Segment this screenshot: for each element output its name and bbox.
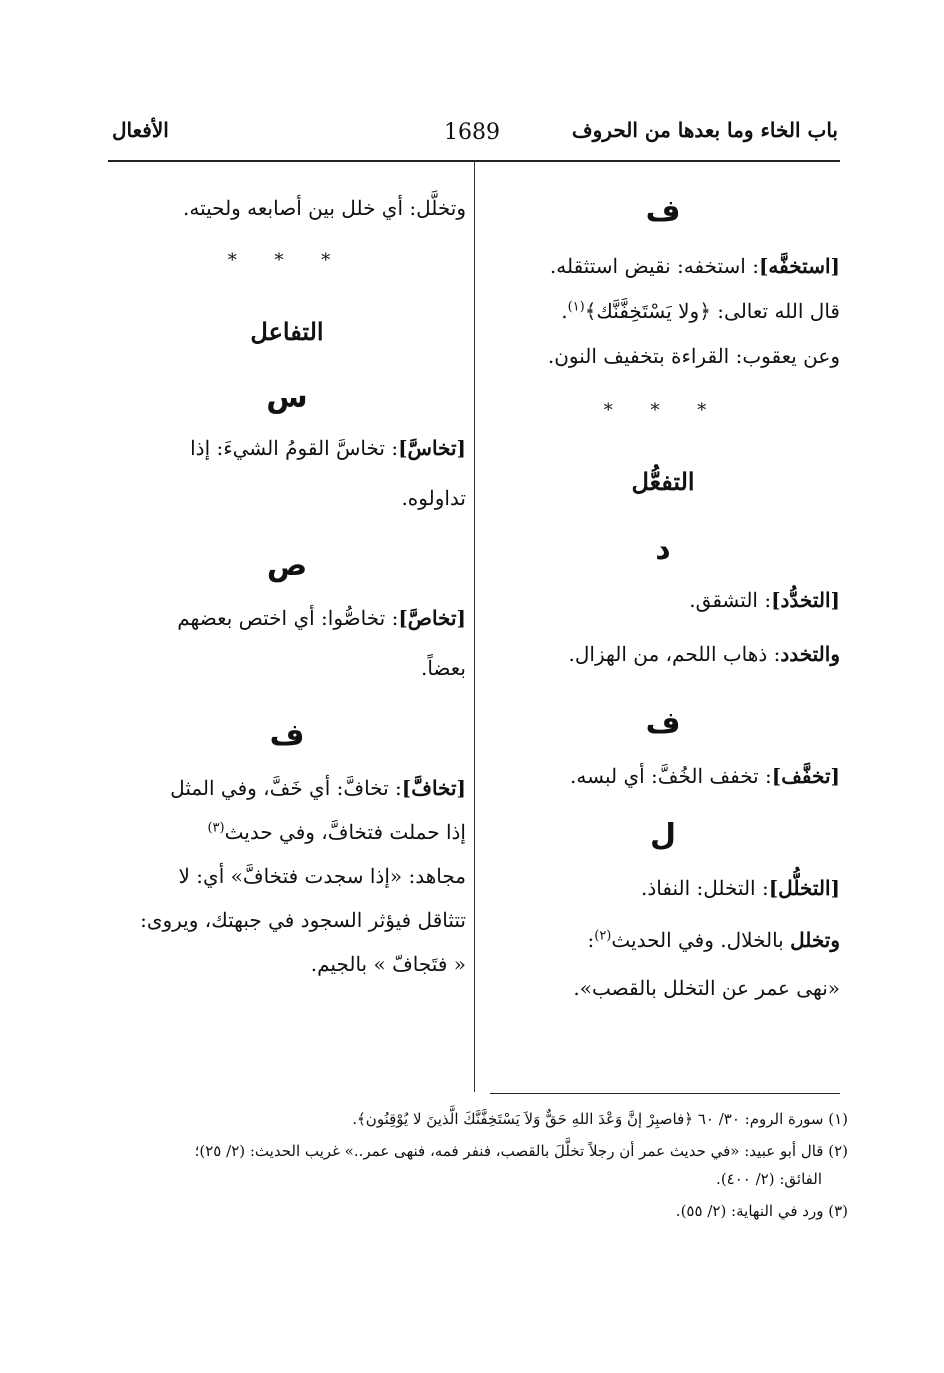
entry xyxy=(108,434,466,462)
entry-line: مجاهد: «إذا سجدت فتخافَّ» أي: لا xyxy=(178,864,466,888)
column-divider xyxy=(474,162,475,1092)
entry-text: إذا حملت فتخافَّ، وفي حديث xyxy=(224,820,466,844)
entry-text: : استخفه: نقيض استثقله. xyxy=(549,254,759,278)
footnote-continuation: الفائق: (٢/ ٤٠٠). xyxy=(716,1170,822,1188)
entry-keyword: وتخلل xyxy=(790,928,840,952)
right-column xyxy=(486,172,840,1002)
entry-line: وعن يعقوب: القراءة بتخفيف النون. xyxy=(547,344,840,368)
entry-keyword: [تخاسَّ] xyxy=(398,436,466,460)
section-title: التفعُّل xyxy=(631,467,695,496)
entry-text: : xyxy=(587,928,595,952)
entry-text: : تخاسَّ القومُ الشيءَ: إذا xyxy=(190,436,399,460)
entry xyxy=(486,926,840,954)
letter-heading: س xyxy=(266,380,308,415)
section-title: التفاعل xyxy=(250,317,324,346)
entry-line: وتخلَّل: أي خلل بين أصابعه ولحيته. xyxy=(183,196,466,220)
entry-line: تتثاقل فيؤثر السجود في جبهتك، ويروى: xyxy=(140,908,466,932)
entry-text: : تخافَّ: أي خَفَّ، وفي المثل xyxy=(170,776,402,800)
entry-line xyxy=(486,297,840,325)
entry xyxy=(108,774,466,802)
footnote: (١) سورة الروم: ٣٠/ ٦٠ ﴿فاصبِرْ إنَّ وَعْدَ اللهِ حَقٌّ وَلاَ يَسْتَخِفَّنَّكَ الَّذينَ لا يُوْقِنُون﴾. xyxy=(352,1110,848,1128)
footnote: (٢) قال أبو عبيد: «في حديث عمر أن رجلاً تخلَّلَ بالقصب، فنفر فمه، فنهى عمر..» غريب الحديث: (٢/ ٢٥)؛ xyxy=(194,1142,848,1160)
entry-line: « فتَجافّ » بالجيم. xyxy=(310,952,466,976)
entry-text: : تخاصُّوا: أي اختص بعضهم xyxy=(177,606,399,630)
entry-text: . xyxy=(561,299,568,323)
entry-line: بعضاً. xyxy=(420,656,466,680)
entry-keyword: [تخافَّ] xyxy=(401,776,466,800)
entry xyxy=(486,762,840,790)
entry xyxy=(486,640,840,668)
letter-heading: ص xyxy=(266,548,308,583)
entry-line xyxy=(108,818,466,846)
footnote-ref: (٢) xyxy=(594,928,612,944)
entry-line: تداولوه. xyxy=(401,486,466,510)
letter-heading: ف xyxy=(645,194,681,229)
entry-keyword: والتخدد xyxy=(780,642,840,666)
entry xyxy=(486,252,840,280)
entry-line: «نهى عمر عن التخلل بالقصب». xyxy=(573,976,840,1000)
footnote-ref: (١) xyxy=(567,299,585,315)
footnote-rule xyxy=(490,1093,840,1094)
entry-keyword: [تخفَّف] xyxy=(771,764,840,788)
entry-keyword: [استخفَّه] xyxy=(758,254,840,278)
running-header-chapter: باب الخاء وما بعدها من الحروف xyxy=(571,118,838,142)
letter-heading: ل xyxy=(649,818,677,853)
section-separator: * * * xyxy=(603,400,723,421)
letter-heading: ف xyxy=(269,718,305,753)
page-number: 1689 xyxy=(444,120,500,145)
entry-text: : التخلل: النفاذ. xyxy=(640,876,769,900)
entry xyxy=(486,586,840,614)
section-separator: * * * xyxy=(227,250,347,271)
footnotes xyxy=(108,1106,848,1230)
running-header-section: الأفعال xyxy=(112,118,169,142)
footnote: (٣) ورد في النهاية: (٢/ ٥٥). xyxy=(675,1202,848,1220)
entry-text: : ذهاب اللحم، من الهزال. xyxy=(568,642,781,666)
entry-text: : التشقق. xyxy=(689,588,772,612)
entry-keyword: [التخدُّد] xyxy=(771,588,840,612)
entry-keyword: [التخلُّل] xyxy=(768,876,840,900)
entry-text: بالخلال. وفي الحديث xyxy=(611,928,791,952)
entry-text: قال الله تعالى: ﴿ولا يَسْتَخِفَّنَّك﴾ xyxy=(584,299,840,323)
entry-text: : تخفف الخُفَّ: أي لبسه. xyxy=(570,764,772,788)
left-column xyxy=(108,172,466,978)
footnote-ref: (٣) xyxy=(207,820,225,836)
letter-heading: ف xyxy=(645,706,681,741)
letter-heading: د xyxy=(655,532,671,567)
entry xyxy=(486,874,840,902)
entry-keyword: [تخاصَّ] xyxy=(398,606,466,630)
entry xyxy=(108,604,466,632)
